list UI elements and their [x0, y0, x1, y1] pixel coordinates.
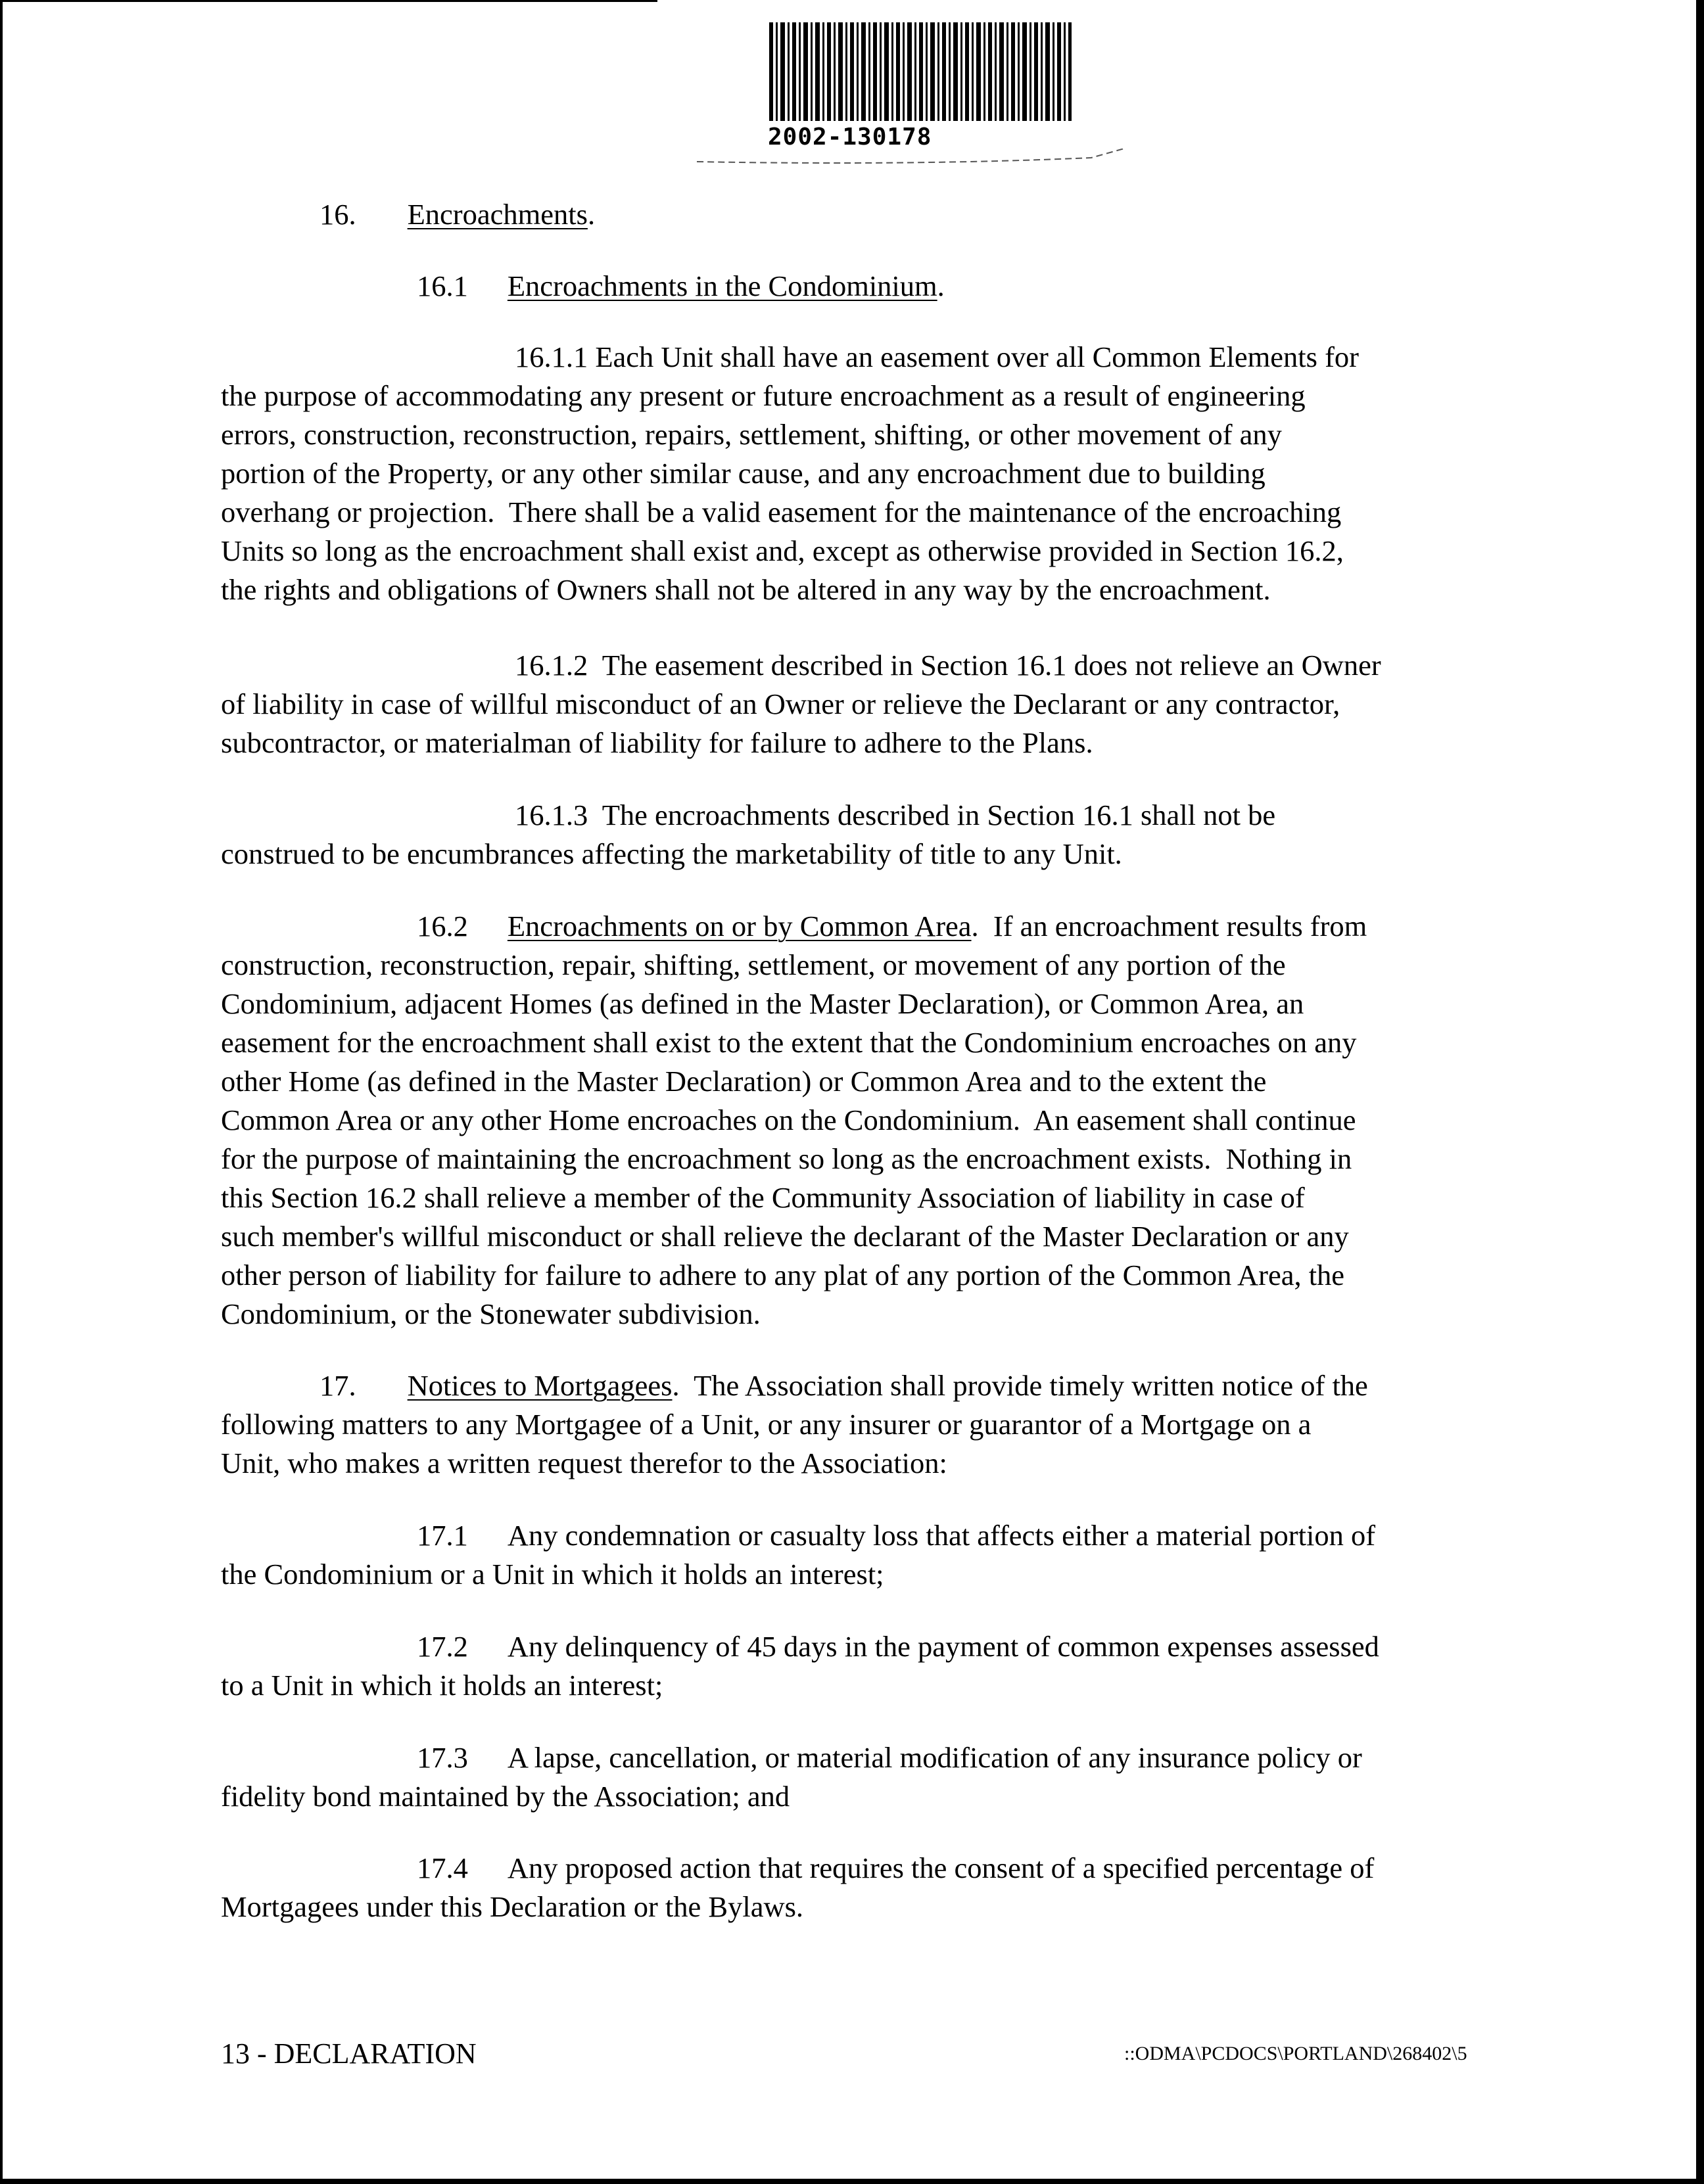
- text-line: 16.1.3 The encroachments described in Section 16.1 shall not be: [515, 799, 1276, 831]
- scan-edge-left: [0, 0, 3, 2184]
- text-line: 16.1.2 The easement described in Section 16.1 does not relieve an Owner: [515, 649, 1381, 682]
- text-line: such member's willful misconduct or shall relieve the declarant of the Master Declaration or any: [221, 1220, 1349, 1253]
- text-line: the rights and obligations of Owners shall not be altered in any way by the encroachment.: [221, 573, 1271, 606]
- item-first-line: [417, 1738, 1362, 1777]
- section-number: 17.: [320, 1369, 356, 1402]
- text-run: Any delinquency of 45 days in the payment of common expenses assessed: [507, 1630, 1379, 1663]
- text-line: errors, construction, reconstruction, repairs, settlement, shifting, or other movement of any: [221, 418, 1282, 451]
- footer-doc-path: ::ODMA\PCDOCS\PORTLAND\268402\5: [1124, 2043, 1467, 2064]
- item-number: 17.3: [417, 1741, 468, 1774]
- text-line: 16.1.1 Each Unit shall have an easement over all Common Elements for: [515, 340, 1359, 373]
- section-title: Encroachments: [407, 198, 588, 231]
- text-line: other Home (as defined in the Master Declaration) or Common Area and to the extent the: [221, 1065, 1267, 1098]
- subsection-title: Encroachments in the Condominium: [507, 269, 937, 302]
- text-run: . The Association shall provide timely written notice of the: [672, 1369, 1368, 1402]
- text-line: Condominium, or the Stonewater subdivision.: [221, 1297, 761, 1330]
- text-line: the purpose of accommodating any present or future encroachment as a result of engineering: [221, 379, 1306, 412]
- item-number: 17.1: [417, 1519, 468, 1552]
- text-run: A lapse, cancellation, or material modification of any insurance policy or: [507, 1741, 1362, 1774]
- section-title: Notices to Mortgagees: [407, 1369, 673, 1402]
- paragraph-first-line: [320, 1366, 1368, 1405]
- scan-edge-top: [0, 0, 657, 2]
- text-line: Unit, who makes a written request therefor to the Association:: [221, 1447, 947, 1479]
- scan-edge-right: [1696, 0, 1704, 2184]
- heading-punctuation: .: [587, 198, 596, 231]
- text-line: fidelity bond maintained by the Association; and: [221, 1780, 790, 1813]
- text-line: of liability in case of willful misconduct of an Owner or relieve the Declarant or any contractor,: [221, 687, 1340, 720]
- subsection-title: Encroachments on or by Common Area: [507, 910, 972, 942]
- text-line: following matters to any Mortgagee of a Unit, or any insurer or guarantor of a Mortgage on a: [221, 1408, 1312, 1441]
- text-run: . If an encroachment results from: [971, 910, 1367, 942]
- footer-page-label: 13 - DECLARATION: [221, 2037, 477, 2070]
- text-line: Mortgagees under this Declaration or the Bylaws.: [221, 1890, 804, 1923]
- text-run: Any condemnation or casualty loss that affects either a material portion of: [507, 1519, 1376, 1552]
- text-line: overhang or projection. There shall be a valid easement for the maintenance of the encroaching: [221, 496, 1342, 528]
- text-line: portion of the Property, or any other similar cause, and any encroachment due to building: [221, 457, 1266, 490]
- subsection-number: 16.2: [417, 910, 468, 942]
- scan-edge-bottom: [0, 2179, 1704, 2184]
- item-number: 17.4: [417, 1851, 468, 1884]
- section-16-heading: [320, 195, 595, 234]
- text-run: Any proposed action that requires the consent of a specified percentage of: [507, 1851, 1375, 1884]
- text-line: construction, reconstruction, repair, shifting, settlement, or movement of any portion of the: [221, 948, 1286, 981]
- text-line: construed to be encumbrances affecting the marketability of title to any Unit.: [221, 837, 1122, 870]
- text-line: to a Unit in which it holds an interest;: [221, 1669, 663, 1702]
- barcode-underline: [697, 149, 1131, 168]
- paragraph-first-line: [417, 907, 1367, 946]
- text-line: for the purpose of maintaining the encroachment so long as the encroachment exists. Nothing in: [221, 1142, 1352, 1175]
- text-line: Condominium, adjacent Homes (as defined in the Master Declaration), or Common Area, an: [221, 987, 1304, 1020]
- text-line: Common Area or any other Home encroaches on the Condominium. An easement shall continue: [221, 1104, 1356, 1136]
- barcode-block: [697, 17, 1131, 175]
- item-first-line: [417, 1849, 1374, 1888]
- text-line: other person of liability for failure to adhere to any plat of any portion of the Common Area, the: [221, 1259, 1345, 1291]
- section-number: 16.: [320, 198, 356, 231]
- item-first-line: [417, 1627, 1379, 1666]
- heading-punctuation: .: [937, 269, 945, 302]
- text-line: easement for the encroachment shall exist to the extent that the Condominium encroaches on any: [221, 1026, 1357, 1059]
- subsection-number: 16.1: [417, 269, 468, 302]
- subsection-16-1-heading: [417, 267, 945, 306]
- text-line: the Condominium or a Unit in which it holds an interest;: [221, 1558, 884, 1591]
- barcode-number: 2002-130178: [768, 124, 932, 151]
- item-first-line: [417, 1516, 1375, 1555]
- text-line: this Section 16.2 shall relieve a member of the Community Association of liability in case of: [221, 1181, 1305, 1214]
- item-number: 17.2: [417, 1630, 468, 1663]
- barcode-image: [769, 22, 1072, 121]
- text-line: Units so long as the encroachment shall exist and, except as otherwise provided in Section 16.2,: [221, 534, 1344, 567]
- text-line: subcontractor, or materialman of liability for failure to adhere to the Plans.: [221, 726, 1093, 759]
